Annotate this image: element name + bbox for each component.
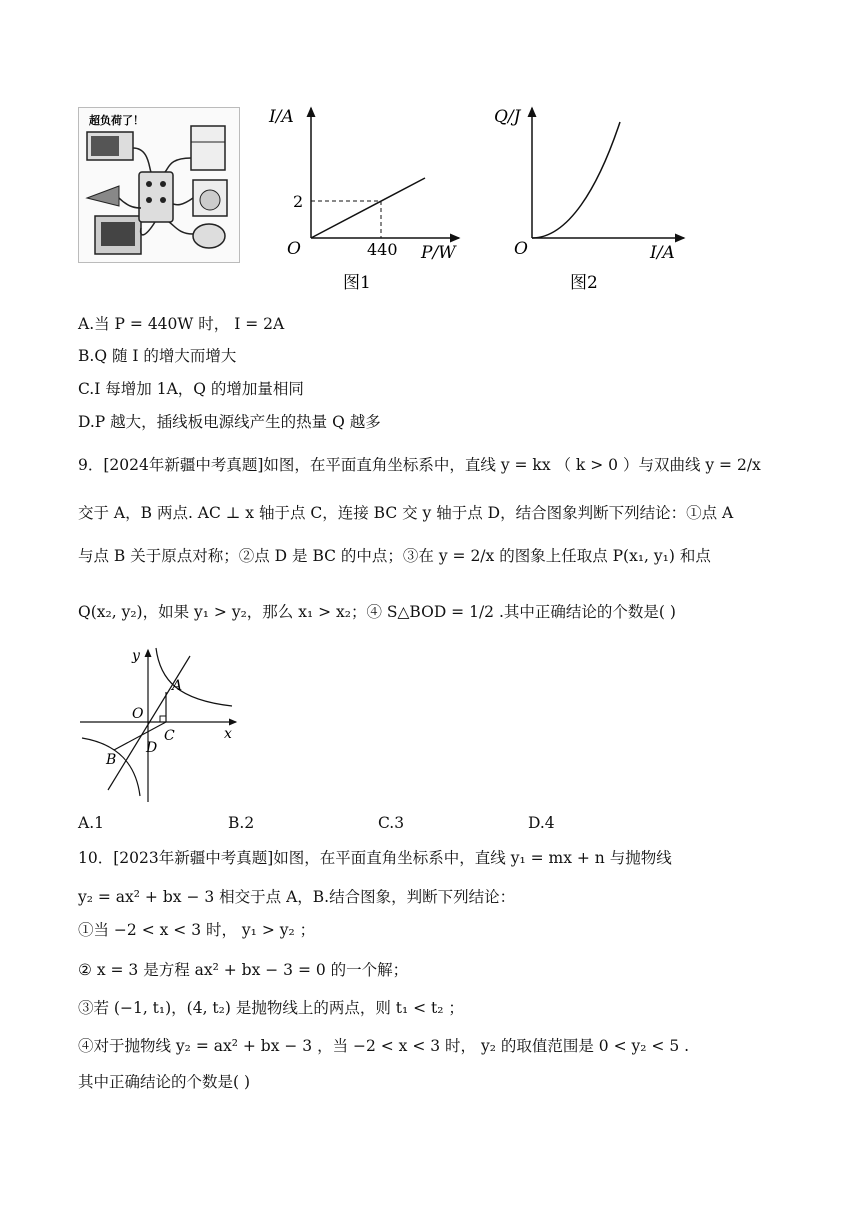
- q9-label-B: B: [106, 752, 117, 768]
- fig1-y-axis-label: I/A: [269, 107, 294, 127]
- figure-2-graph: [488, 98, 698, 298]
- q9-label-C: C: [164, 728, 175, 744]
- q10-text-line-4: ② x = 3 是方程 ax² + bx − 3 = 0 的一个解；: [78, 961, 409, 979]
- fig2-origin: O: [514, 239, 528, 259]
- figure-1-graph: [255, 98, 475, 298]
- q10-text-line-6: ④对于抛物线 y₂ = ax² + bx − 3 ，当 −2 < x < 3 时， y₂ 的取值范围是 0 < y₂ < 5 .: [78, 1037, 690, 1055]
- q9-label-A: A: [172, 678, 183, 694]
- q9-graph: [78, 640, 248, 805]
- q9-label-y: y: [132, 648, 140, 664]
- q9-label-D: D: [146, 740, 158, 756]
- q10-text-line-1: 10．[2023年新疆中考真题]如图，在平面直角坐标系中，直线 y₁ = mx + n 与抛物线: [78, 849, 672, 867]
- q10-text-line-3: ①当 −2 < x < 3 时， y₁ > y₂ ；: [78, 921, 316, 939]
- heat-current-curve: [532, 122, 620, 238]
- q8-option-a: A.当 P = 440W 时， I = 2A: [78, 315, 285, 333]
- q10-text-line-2: y₂ = ax² + bx − 3 相交于点 A，B.结合图象，判断下列结论：: [78, 888, 516, 906]
- q9-option-d: D.4: [528, 814, 555, 832]
- fig2-caption: 图2: [570, 273, 598, 293]
- q9-option-c: C.3: [378, 814, 405, 832]
- fig1-x-tick: 440: [367, 240, 398, 259]
- q9-text-line-1: 9．[2024年新疆中考真题]如图，在平面直角坐标系中，直线 y = kx （ k > 0 ）与双曲线 y = 2/x: [78, 456, 761, 474]
- q9-label-x: x: [224, 726, 232, 742]
- q9-option-b: B.2: [228, 814, 255, 832]
- current-power-line: [311, 178, 425, 238]
- q10-text-line-5: ③若 (−1, t₁)，(4, t₂) 是抛物线上的两点，则 t₁ < t₂ ；: [78, 999, 464, 1017]
- q9-text-line-4: Q(x₂, y₂)，如果 y₁ > y₂，那么 x₁ > x₂；④ S△BOD = 1/2 .其中正确结论的个数是( ): [78, 603, 676, 621]
- fig2-y-axis-label: Q/J: [494, 107, 521, 127]
- q10-text-line-7: 其中正确结论的个数是( ): [78, 1073, 251, 1091]
- fig1-origin: O: [287, 239, 301, 259]
- q8-option-b: B.Q 随 I 的增大而增大: [78, 347, 237, 365]
- cartoon-text: 超负荷了！: [89, 115, 144, 127]
- q9-option-a: A.1: [78, 814, 104, 832]
- fig1-x-axis-label: P/W: [421, 243, 456, 263]
- q9-text-line-3: 与点 B 关于原点对称；②点 D 是 BC 的中点；③在 y = 2/x 的图象上任取点 P(x₁, y₁) 和点: [78, 547, 711, 565]
- q8-option-d: D.P 越大，插线板电源线产生的热量 Q 越多: [78, 413, 381, 431]
- fig2-x-axis-label: I/A: [650, 243, 675, 263]
- q8-option-c: C.I 每增加 1A，Q 的增加量相同: [78, 380, 304, 398]
- fig1-y-tick: 2: [293, 192, 304, 211]
- fig1-caption: 图1: [343, 273, 371, 293]
- q9-text-line-2: 交于 A，B 两点. AC ⊥ x 轴于点 C，连接 BC 交 y 轴于点 D，结合图象判断下列结论：①点 A: [78, 504, 734, 522]
- q9-label-O: O: [132, 706, 144, 722]
- overload-cartoon-image: [78, 107, 240, 263]
- appliances-drawing: [79, 108, 239, 262]
